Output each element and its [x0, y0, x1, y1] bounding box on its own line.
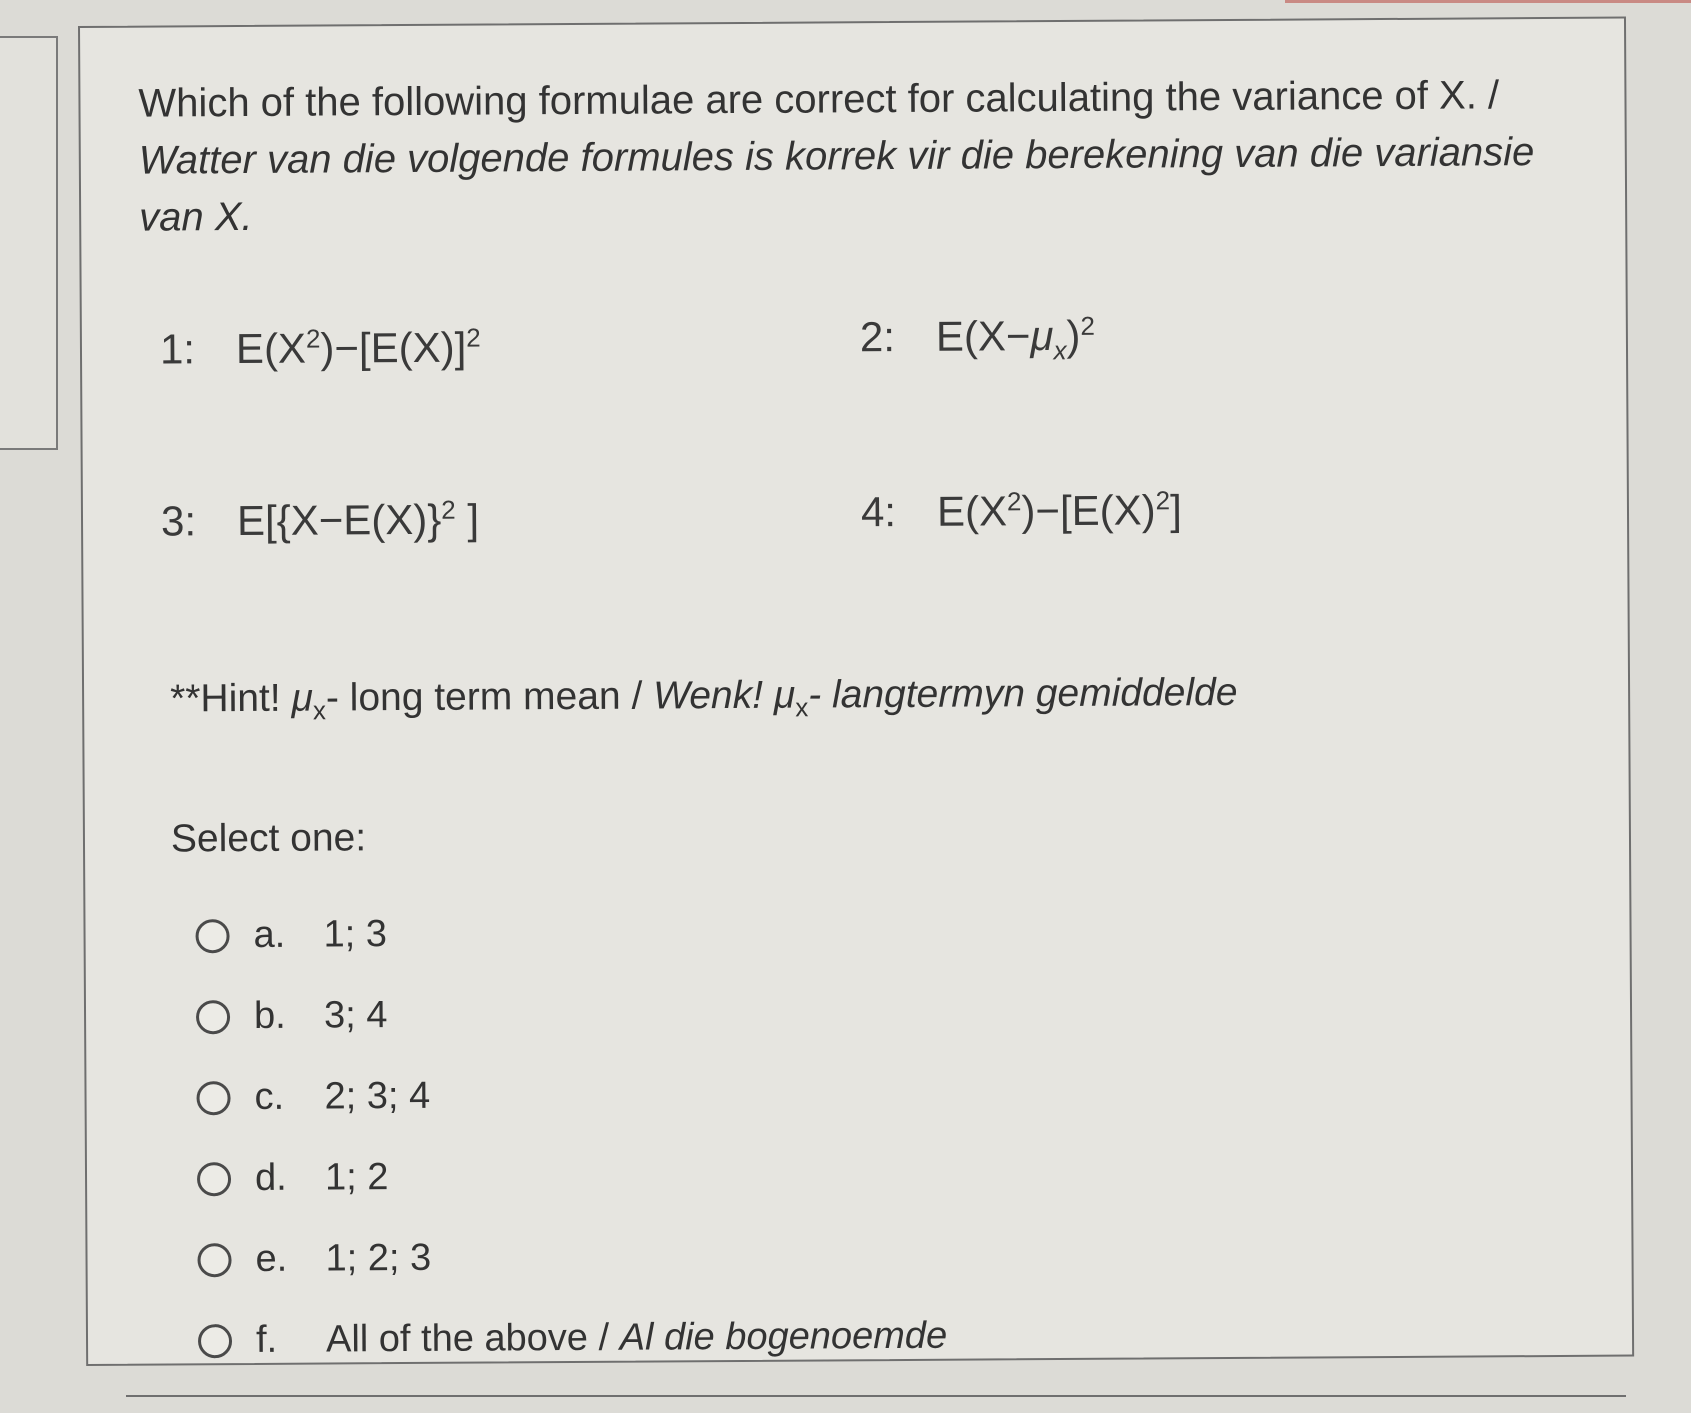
- panel-bottom-border: [126, 1395, 1626, 1397]
- mu-symbol: μ: [291, 676, 314, 720]
- formula-exponent: 2: [1006, 486, 1022, 517]
- option-d[interactable]: [197, 1130, 1497, 1219]
- question-english: Which of the following formulae are correct for calculating the variance of X. /: [138, 73, 1500, 126]
- option-text-afrikaans: Al die bogenoemde: [619, 1314, 948, 1359]
- option-letter: e.: [255, 1237, 288, 1280]
- mu-symbol: μ: [1030, 312, 1054, 360]
- hint-text: [169, 670, 1238, 726]
- formula-part: E(X: [235, 324, 307, 373]
- mu-symbol: μ: [773, 673, 796, 717]
- radio-button[interactable]: [197, 1162, 231, 1196]
- formula-part: ): [1066, 311, 1081, 359]
- option-b[interactable]: [196, 968, 1496, 1057]
- formula-part: )−[E(X): [1021, 486, 1156, 535]
- formula-exponent: 2: [305, 323, 321, 354]
- formula-exponent: 2: [466, 322, 481, 353]
- formula-exponent: 2: [441, 494, 456, 525]
- formula-part: E[{X−E(X)}: [236, 495, 442, 545]
- answer-options: [195, 887, 1498, 1381]
- option-f[interactable]: [198, 1292, 1498, 1381]
- formula-part: E(X−: [935, 312, 1031, 360]
- formula-part: ]: [1169, 486, 1182, 534]
- option-text: 3; 4: [323, 994, 388, 1037]
- formula-subscript: x: [1053, 335, 1067, 366]
- option-text: 2; 3; 4: [324, 1074, 431, 1118]
- formula-1: [160, 324, 481, 374]
- option-text-english: All of the above /: [325, 1316, 620, 1361]
- formula-part: E(X: [936, 487, 1008, 535]
- formula-number: 4:: [860, 488, 897, 536]
- background-window-edge: [0, 36, 58, 450]
- hint-subscript: x: [795, 692, 809, 723]
- option-text: 1; 2: [324, 1156, 389, 1199]
- formula-2: [859, 310, 1095, 366]
- radio-button[interactable]: [196, 1000, 230, 1034]
- option-letter: f.: [255, 1318, 278, 1361]
- hint-subscript: x: [312, 695, 327, 726]
- option-c[interactable]: [196, 1049, 1496, 1138]
- background-window-accent: [1285, 0, 1691, 3]
- question-panel: [78, 17, 1634, 1366]
- option-text: 1; 3: [323, 913, 388, 956]
- option-letter: c.: [254, 1075, 285, 1118]
- formula-exponent: 2: [1155, 485, 1171, 516]
- formula-exponent: 2: [1080, 310, 1095, 341]
- question-afrikaans: Watter van die volgende formules is korrek vir die berekening van die variansie van X.: [138, 130, 1535, 240]
- radio-button[interactable]: [195, 919, 229, 953]
- hint-afrikaans-prefix: Wenk!: [653, 673, 774, 718]
- radio-button[interactable]: [197, 1243, 231, 1277]
- question-text: [138, 67, 1589, 247]
- formula-3: [161, 496, 479, 546]
- select-one-label: Select one:: [170, 816, 367, 861]
- option-letter: d.: [254, 1156, 287, 1199]
- radio-button[interactable]: [198, 1324, 232, 1358]
- hint-afrikaans: - langtermyn gemiddelde: [808, 670, 1238, 717]
- formula-part: )−[E(X)]: [320, 323, 467, 372]
- option-text: [326, 1315, 947, 1362]
- formula-number: 2:: [859, 313, 896, 361]
- radio-button[interactable]: [196, 1081, 230, 1115]
- option-letter: b.: [253, 994, 286, 1037]
- hint-prefix: **Hint!: [169, 676, 292, 721]
- formula-number: 1:: [159, 325, 196, 373]
- formula-part: ]: [455, 495, 480, 543]
- hint-english: - long term mean /: [325, 674, 643, 720]
- formula-number: 3:: [160, 497, 197, 545]
- option-letter: a.: [253, 913, 286, 956]
- option-e[interactable]: [197, 1211, 1497, 1300]
- formula-4: [861, 486, 1182, 536]
- option-text: 1; 2; 3: [325, 1236, 432, 1280]
- option-a[interactable]: [195, 887, 1495, 976]
